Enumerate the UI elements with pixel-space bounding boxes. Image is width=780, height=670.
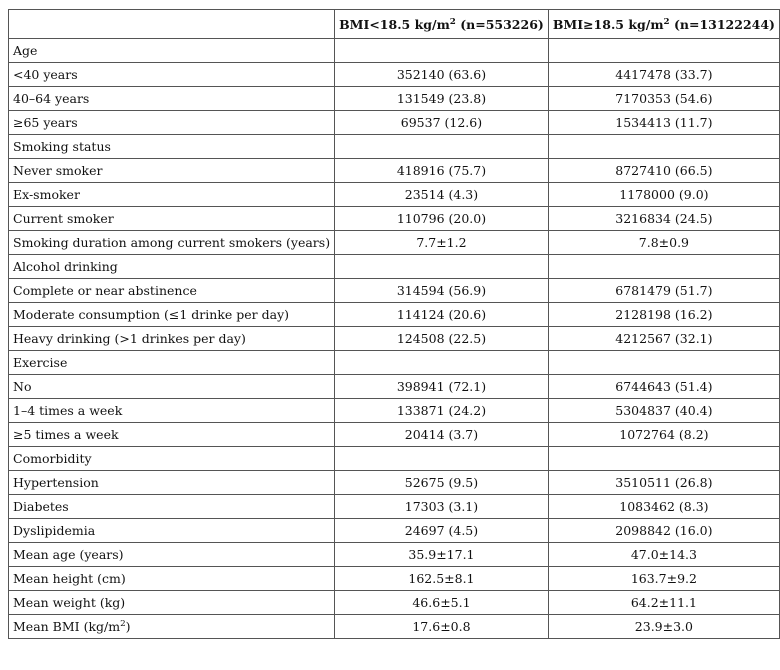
value-bmi-18-5-or-more: 3510511 (26.8) — [548, 471, 779, 495]
row-label-text: Complete or near abstinence — [13, 283, 197, 298]
row-label-text: Hypertension — [13, 475, 99, 490]
row-label — [9, 471, 335, 495]
value-bmi-under-18-5 — [335, 135, 549, 159]
row-label — [9, 495, 335, 519]
value-bmi-18-5-or-more: 5304837 (40.4) — [548, 399, 779, 423]
value-bmi-18-5-or-more: 64.2±11.1 — [548, 591, 779, 615]
table-row — [9, 495, 780, 519]
row-label-text: 1–4 times a week — [13, 403, 123, 418]
value-bmi-under-18-5: 114124 (20.6) — [335, 303, 549, 327]
value-bmi-18-5-or-more: 2128198 (16.2) — [548, 303, 779, 327]
table-row — [9, 447, 780, 471]
header-bmi-over-count: (n=13122244) — [669, 16, 775, 32]
value-bmi-18-5-or-more — [548, 351, 779, 375]
row-label — [9, 255, 335, 279]
table-row — [9, 39, 780, 63]
table-row — [9, 231, 780, 255]
row-label-text: Dyslipidemia — [13, 523, 96, 538]
value-bmi-18-5-or-more: 47.0±14.3 — [548, 543, 779, 567]
row-label-text: Smoking status — [13, 139, 111, 154]
row-label-text: Never smoker — [13, 163, 103, 178]
row-label — [9, 615, 335, 639]
value-bmi-under-18-5: 418916 (75.7) — [335, 159, 549, 183]
value-bmi-under-18-5: 131549 (23.8) — [335, 87, 549, 111]
row-label — [9, 63, 335, 87]
value-bmi-under-18-5: 23514 (4.3) — [335, 183, 549, 207]
value-bmi-under-18-5: 20414 (3.7) — [335, 423, 549, 447]
value-bmi-under-18-5 — [335, 39, 549, 63]
table-row — [9, 207, 780, 231]
value-bmi-under-18-5: 17303 (3.1) — [335, 495, 549, 519]
row-label-text: Comorbidity — [13, 451, 92, 466]
value-bmi-under-18-5: 398941 (72.1) — [335, 375, 549, 399]
row-label — [9, 423, 335, 447]
value-bmi-under-18-5: 7.7±1.2 — [335, 231, 549, 255]
row-label — [9, 375, 335, 399]
row-label — [9, 279, 335, 303]
baseline-characteristics-table — [8, 9, 780, 639]
row-label — [9, 231, 335, 255]
row-label — [9, 207, 335, 231]
row-label — [9, 543, 335, 567]
value-bmi-18-5-or-more: 1534413 (11.7) — [548, 111, 779, 135]
row-label-text: Mean age (years) — [13, 547, 124, 562]
table-row — [9, 519, 780, 543]
value-bmi-under-18-5: 110796 (20.0) — [335, 207, 549, 231]
table-row — [9, 399, 780, 423]
header-characteristic — [9, 10, 335, 39]
header-bmi-under-count: (n=553226) — [455, 16, 544, 32]
table-header-row — [9, 10, 780, 39]
table-row — [9, 471, 780, 495]
row-label-text: Alcohol drinking — [13, 259, 118, 274]
value-bmi-18-5-or-more: 6744643 (51.4) — [548, 375, 779, 399]
table-row — [9, 183, 780, 207]
row-label — [9, 519, 335, 543]
value-bmi-under-18-5 — [335, 255, 549, 279]
row-label-text: ≥65 years — [13, 115, 78, 130]
value-bmi-under-18-5: 52675 (9.5) — [335, 471, 549, 495]
table-row — [9, 159, 780, 183]
row-label — [9, 39, 335, 63]
table-row — [9, 351, 780, 375]
table-row — [9, 255, 780, 279]
header-bmi-over-text: BMI≥18.5 kg/m — [552, 16, 664, 32]
value-bmi-under-18-5 — [335, 447, 549, 471]
header-bmi-under-sup: 2 — [449, 16, 456, 27]
row-label — [9, 303, 335, 327]
value-bmi-18-5-or-more: 1072764 (8.2) — [548, 423, 779, 447]
row-label-text: Mean height (cm) — [13, 571, 126, 586]
value-bmi-under-18-5: 162.5±8.1 — [335, 567, 549, 591]
row-label — [9, 447, 335, 471]
row-label-text: Ex-smoker — [13, 187, 80, 202]
value-bmi-18-5-or-more: 4417478 (33.7) — [548, 63, 779, 87]
value-bmi-18-5-or-more: 7170353 (54.6) — [548, 87, 779, 111]
header-bmi-under-18-5 — [335, 10, 549, 39]
row-label — [9, 591, 335, 615]
row-label-text: Exercise — [13, 355, 68, 370]
row-label-text: Smoking duration among current smokers (years) — [13, 235, 331, 250]
row-label — [9, 399, 335, 423]
value-bmi-18-5-or-more — [548, 255, 779, 279]
value-bmi-under-18-5: 314594 (56.9) — [335, 279, 549, 303]
value-bmi-under-18-5: 124508 (22.5) — [335, 327, 549, 351]
value-bmi-18-5-or-more: 8727410 (66.5) — [548, 159, 779, 183]
value-bmi-18-5-or-more: 163.7±9.2 — [548, 567, 779, 591]
table-row — [9, 327, 780, 351]
table-row — [9, 615, 780, 639]
table-row — [9, 543, 780, 567]
value-bmi-under-18-5: 69537 (12.6) — [335, 111, 549, 135]
table-row — [9, 567, 780, 591]
row-label — [9, 327, 335, 351]
table-row — [9, 63, 780, 87]
value-bmi-18-5-or-more — [548, 135, 779, 159]
row-label-text: <40 years — [13, 67, 78, 82]
value-bmi-under-18-5: 133871 (24.2) — [335, 399, 549, 423]
row-label — [9, 87, 335, 111]
value-bmi-18-5-or-more: 1178000 (9.0) — [548, 183, 779, 207]
row-label-text: Diabetes — [13, 499, 69, 514]
table-row — [9, 135, 780, 159]
row-label-text: Mean BMI (kg/m — [13, 619, 121, 634]
table-row — [9, 303, 780, 327]
row-label-text: Age — [13, 43, 38, 58]
row-label-text: No — [13, 379, 32, 394]
table-body — [9, 39, 780, 639]
header-bmi-over-sup: 2 — [663, 16, 670, 27]
row-label-text: 40–64 years — [13, 91, 90, 106]
table-row — [9, 111, 780, 135]
row-label-text: Mean weight (kg) — [13, 595, 126, 610]
row-label — [9, 567, 335, 591]
value-bmi-18-5-or-more: 3216834 (24.5) — [548, 207, 779, 231]
value-bmi-under-18-5 — [335, 351, 549, 375]
row-label-text: ≥5 times a week — [13, 427, 119, 442]
value-bmi-18-5-or-more — [548, 39, 779, 63]
value-bmi-18-5-or-more: 7.8±0.9 — [548, 231, 779, 255]
row-label-text: Moderate consumption (≤1 drinke per day) — [13, 307, 290, 322]
row-label-suffix: ) — [125, 619, 131, 634]
table-row — [9, 591, 780, 615]
header-bmi-under-text: BMI<18.5 kg/m — [339, 16, 450, 32]
table-row — [9, 423, 780, 447]
row-label-text: Current smoker — [13, 211, 114, 226]
table-row — [9, 87, 780, 111]
value-bmi-18-5-or-more: 2098842 (16.0) — [548, 519, 779, 543]
row-label — [9, 159, 335, 183]
row-label — [9, 111, 335, 135]
value-bmi-under-18-5: 352140 (63.6) — [335, 63, 549, 87]
value-bmi-18-5-or-more: 6781479 (51.7) — [548, 279, 779, 303]
row-label — [9, 351, 335, 375]
row-label-text: Heavy drinking (>1 drinkes per day) — [13, 331, 246, 346]
row-label-sup: 2 — [120, 619, 126, 630]
table-row — [9, 279, 780, 303]
value-bmi-under-18-5: 46.6±5.1 — [335, 591, 549, 615]
table-row — [9, 375, 780, 399]
value-bmi-18-5-or-more: 23.9±3.0 — [548, 615, 779, 639]
value-bmi-18-5-or-more: 1083462 (8.3) — [548, 495, 779, 519]
value-bmi-under-18-5: 24697 (4.5) — [335, 519, 549, 543]
value-bmi-under-18-5: 35.9±17.1 — [335, 543, 549, 567]
row-label — [9, 135, 335, 159]
row-label — [9, 183, 335, 207]
value-bmi-under-18-5: 17.6±0.8 — [335, 615, 549, 639]
header-bmi-18-5-or-more — [548, 10, 779, 39]
value-bmi-18-5-or-more: 4212567 (32.1) — [548, 327, 779, 351]
value-bmi-18-5-or-more — [548, 447, 779, 471]
